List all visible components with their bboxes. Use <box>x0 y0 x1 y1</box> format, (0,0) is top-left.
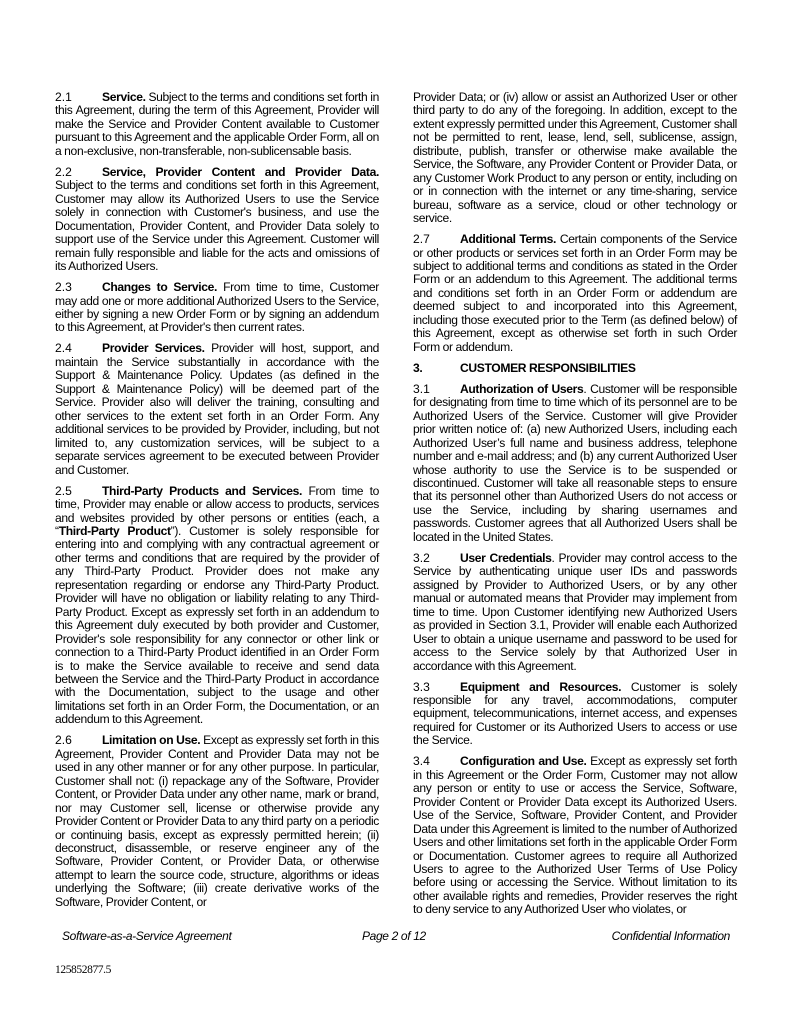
section-2-2 <box>55 166 379 274</box>
section-number: 3.2 <box>413 550 430 565</box>
section-number: 3.3 <box>413 679 430 694</box>
section-number: 2.1 <box>55 90 72 104</box>
section-number: 3.4 <box>413 754 430 769</box>
section-heading: Changes to Service. <box>102 280 218 295</box>
document-id: 125852877.5 <box>55 964 111 976</box>
section-3-2 <box>413 552 737 673</box>
section-2-1 <box>55 91 379 158</box>
section-title: CUSTOMER RESPONSIBILITIES <box>460 360 636 375</box>
section-3-1 <box>413 383 737 544</box>
section-heading: User Credentials <box>460 550 552 565</box>
section-heading: Configuration and Use. <box>460 754 587 769</box>
section-number: 2.4 <box>55 341 72 356</box>
section-2-6-continued <box>413 91 737 226</box>
section-2-6 <box>55 734 379 909</box>
footer-document-title: Software-as-a-Service Agreement <box>62 929 232 943</box>
section-heading: Equipment and Resources. <box>460 679 622 694</box>
section-body: Certain components of the Service or other products or services set forth in an Order Form may be subject to additional terms and conditions as stated in the Order Form or an addendum to this Agreement. The additional terms and conditions set forth in an Order Form or addendum are deemed subject to and incorporated into this Agreement, including those executed prior to the Term (as defined below) of this Agreement, except as otherwise set forth in such Order Form or addendum. <box>413 232 737 354</box>
section-body: From time to time, Provider may enable or allow access to products, services and websites provided by other persons or entities (each, a “ <box>55 483 379 538</box>
section-body: Provider Data; or (iv) allow or assist an Authorized User or other third party to do any of the foregoing. In addition, except to the extent expressly permitted under this Agreement, Customer shall not be permitted to rent, lease, lend, sell, sublicense, assign, distribute, publish, transfer or otherwise make available the Service, the Software, any Provider Content or Provider Data, or any Customer Work Product to any person or entity, including on or in connection with the internet or any time-sharing, service bureau, software as a service, cloud or other technology or service. <box>413 90 737 226</box>
section-body: Except as expressly set forth in this Agreement, Provider Content and Provider Data may not be used in any other manner or for any other purpose. In particular, Customer shall not: (i) repackage any of the Software, Provider Content, or Provider Data under any other name, mark or brand, nor may Customer sell, license or otherwise provide any Provider Content or Provider Data to any third party on a periodic or continuing basis, except as expressly permitted herein; (ii) deconstruct, disassemble, or reserve engineer any of the Software, Provider Content, or Provider Data, or otherwise attempt to learn the source code, structure, algorithms or ideas underlying the Software; (iii) create derivative works of the Software, Provider Content, or <box>55 733 379 909</box>
section-heading: Additional Terms. <box>460 232 557 247</box>
footer-confidentiality: Confidential Information <box>611 929 730 943</box>
section-body: Provider will host, support, and maintain the Service substantially in accordance with the Support & Maintenance Policy. Updates (as defined in the Support & Maintenance Policy) will be deemed part of the Service. Provider also will deliver the training, consulting and other services to the extent set forth in an Order Form. Any additional services to be provided by Provider, including, but not limited to, any customization services, will be subject to a separate services agreement to be executed between Provider and Customer. <box>55 341 379 477</box>
section-body: Subject to the terms and conditions set forth in this Agreement, Customer may allow its Authorized Users to use the Service solely in connection with Customer's business, and use the Documentation, Provider Content, and Provider Data solely to support use of the Service under this Agreement. Customer will remain fully responsible and liable for the acts and omissions of its Authorized Users. <box>55 178 379 274</box>
page-footer <box>62 929 730 945</box>
section-heading: Service. <box>102 90 146 104</box>
section-body: From time to time, Customer may add one or more additional Authorized Users to the Service, either by signing a new Order Form or by signing an addendum to this Agreement, at Provider's then current rates. <box>55 280 379 335</box>
right-column <box>413 91 737 924</box>
section-number: 2.6 <box>55 733 72 748</box>
section-body: . Provider may control access to the Service by authenticating unique user IDs and passwords assigned by Provider to Authorized Users, or by any other manual or automated means that Provider may implement from time to time. Upon Customer identifying new Authorized Users as provided in Section 3.1, Provider will enable each Authorized User to obtain a unique username and password to be used for access to the Service solely by that Authorized User in accordance with this Agreement. <box>413 550 737 673</box>
section-3-title <box>413 362 737 375</box>
section-number: 3.1 <box>413 381 430 396</box>
section-body-continued: ”). Customer is solely responsible for entering into and complying with any contractual agreement or other terms and conditions that are required by the provider of any Third-Party Product. Provider does not make any representation regarding or endorse any Third-Party Product. Provider will have no obligation or liability relating to any Third-Party Product. Except as expressly set forth in an addendum to this Agreement duly executed by both provider and Customer, Provider's sole responsibility for any connector or other link or connection to a Third-Party Product identified in an Order Form is to make the Service available to receive and send data between the Service and the Third-Party Product in accordance with the Documentation, subject to the usage and other limitations set forth in an Order Form, the Documentation, or an addendum to this Agreement. <box>55 523 379 727</box>
section-2-4 <box>55 342 379 477</box>
section-heading: Provider Services. <box>102 341 205 356</box>
section-2-7 <box>413 233 737 354</box>
section-3-3 <box>413 681 737 748</box>
section-number: 2.7 <box>413 232 430 247</box>
section-heading: Third-Party Products and Services. <box>102 483 303 498</box>
section-heading: Service, Provider Content and Provider Data. <box>102 164 379 179</box>
section-number: 2.3 <box>55 280 72 295</box>
left-column <box>55 91 379 917</box>
defined-term: Third-Party Product <box>58 523 171 538</box>
section-heading: Authorization of Users <box>460 381 584 396</box>
section-number: 2.5 <box>55 483 72 498</box>
section-number: 3. <box>413 360 423 375</box>
section-body: . Customer will be responsible for designating from time to time which of its personnel are to be Authorized Users of the Service. Customer will give Provider prior written notice of: (a) new Authorized Users, including each Authorized User’s full name and business address, telephone number and e-mail address; and (b) any current Authorized User whose authority to use the Service is to be suspended or discontinued. Customer will take all reasonable steps to ensure that its personnel other than Authorized Users do not access or use the Service, including by sharing usernames and passwords. Customer agrees that all Authorized Users shall be located in the United States. <box>413 381 737 544</box>
section-2-3 <box>55 281 379 335</box>
section-body: Customer is solely responsible for any travel, accommodations, computer equipment, telecommunications, internet access, and expenses required for Customer or its Authorized Users to access or use the Service. <box>413 679 738 748</box>
section-body: Except as expressly set forth in this Agreement or the Order Form, Customer may not allow any person or entity to use or access the Service, Software, Provider Content or Provider Data except its Authorized Users. Use of the Service, Software, Provider Content, and Provider Data under this Agreement is limited to the number of Authorized Users and other limitations set forth in the applicable Order Form or Documentation. Customer agrees to require all Authorized Users to agree to the Authorized User Terms of Use Policy before using or accessing the Service. Without limitation to its other available rights and remedies, Provider reserves the right to deny service to any Authorized User who violates, or <box>413 754 737 917</box>
section-3-4 <box>413 755 737 916</box>
footer-page-number: Page 2 of 12 <box>362 929 426 943</box>
section-2-5 <box>55 485 379 727</box>
section-body: Subject to the terms and conditions set forth in this Agreement, during the term of this Agreement, Provider will make the Service and Provider Content available to Customer pursuant to this Agreement and the applicable Order Form, all on a non-exclusive, non-transferable, non-sublicensable basis. <box>55 90 379 158</box>
section-heading: Limitation on Use. <box>102 733 201 748</box>
section-number: 2.2 <box>55 164 72 179</box>
